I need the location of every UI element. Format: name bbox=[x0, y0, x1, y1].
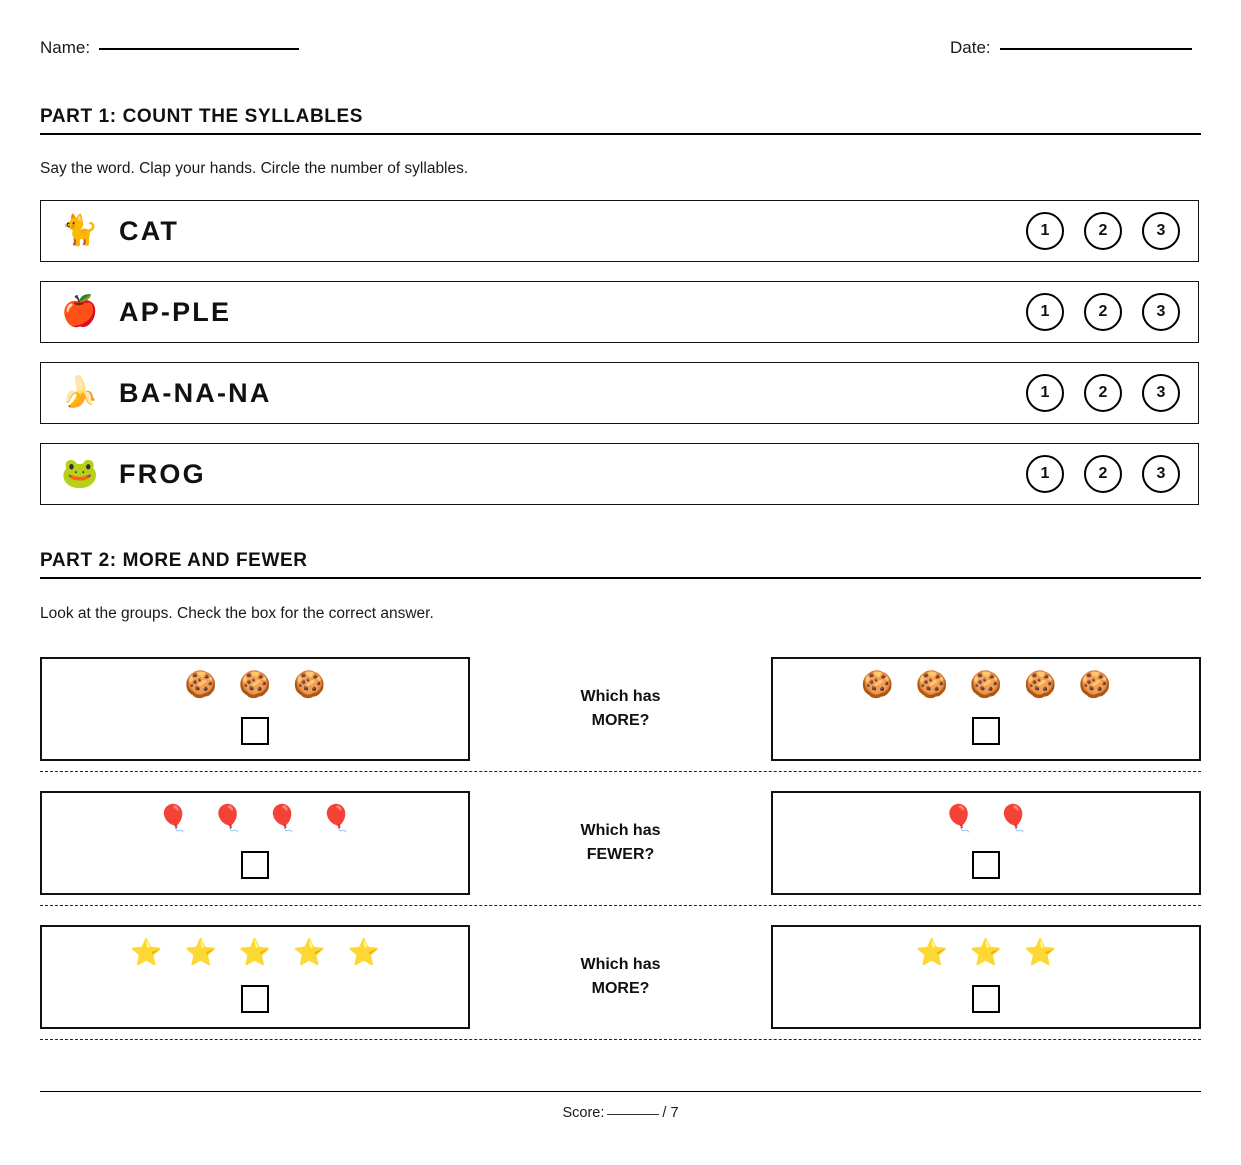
worksheet-page bbox=[40, 0, 1201, 1165]
syllable-row bbox=[40, 200, 1199, 262]
star-emoji: ⭐ bbox=[1024, 937, 1057, 967]
syllable-choice-1[interactable]: 1 bbox=[1026, 374, 1064, 412]
syllable-choice-group bbox=[1026, 374, 1198, 412]
name-label: Name: bbox=[40, 38, 91, 57]
row-separator bbox=[40, 771, 1201, 772]
name-field bbox=[40, 38, 299, 58]
star-emoji: ⭐ bbox=[969, 937, 1003, 967]
name-write-line[interactable] bbox=[99, 48, 299, 50]
syllable-word: AP-PLE bbox=[119, 296, 232, 327]
cookie-emoji: 🍪 bbox=[1024, 669, 1057, 699]
balloon-emoji: 🎈 bbox=[211, 803, 244, 833]
star-emoji: ⭐ bbox=[347, 937, 380, 967]
syllable-row bbox=[40, 362, 1199, 424]
date-label: Date: bbox=[950, 38, 991, 57]
part2-divider bbox=[40, 577, 1201, 579]
part2-heading bbox=[40, 550, 1201, 579]
apple-emoji: 🍎 bbox=[61, 295, 99, 328]
part1-heading bbox=[40, 106, 1201, 135]
cookie-emoji: 🍪 bbox=[293, 669, 326, 699]
balloon-emoji: 🎈 bbox=[320, 803, 353, 833]
score-blank[interactable] bbox=[607, 1114, 659, 1115]
comparison-row bbox=[40, 791, 1201, 895]
part1-divider bbox=[40, 133, 1201, 135]
question-line-1: Which has bbox=[580, 956, 661, 973]
student-info-line bbox=[40, 38, 1201, 68]
answer-checkbox-right[interactable] bbox=[972, 717, 1000, 745]
answer-checkbox-right[interactable] bbox=[972, 985, 1000, 1013]
star-emoji: ⭐ bbox=[130, 937, 163, 967]
syllable-choice-1[interactable]: 1 bbox=[1026, 293, 1064, 331]
part2-instruction: Look at the groups. Check the box for the correct answer. bbox=[40, 605, 434, 622]
item-group bbox=[773, 805, 1199, 831]
syllable-choice-group bbox=[1026, 293, 1198, 331]
question-line-2: MORE? bbox=[591, 712, 650, 729]
syllable-word: CAT bbox=[119, 215, 180, 246]
syllable-choice-3[interactable]: 3 bbox=[1142, 455, 1180, 493]
group-box-left bbox=[40, 925, 470, 1029]
part1-instruction: Say the word. Clap your hands. Circle the number of syllables. bbox=[40, 160, 469, 177]
answer-checkbox-left[interactable] bbox=[241, 717, 269, 745]
star-emoji: ⭐ bbox=[915, 937, 948, 967]
syllable-choice-2[interactable]: 2 bbox=[1084, 455, 1122, 493]
group-box-right bbox=[771, 791, 1201, 895]
item-group bbox=[42, 671, 468, 697]
item-group bbox=[42, 939, 468, 965]
syllable-choice-3[interactable]: 3 bbox=[1142, 293, 1180, 331]
score-line bbox=[40, 1105, 1201, 1121]
question-line-1: Which has bbox=[580, 822, 661, 839]
question-line-1: Which has bbox=[580, 688, 661, 705]
syllable-choice-group bbox=[1026, 212, 1198, 250]
balloon-emoji: 🎈 bbox=[157, 803, 190, 833]
comparison-row bbox=[40, 657, 1201, 761]
syllable-choice-2[interactable]: 2 bbox=[1084, 374, 1122, 412]
syllable-row bbox=[40, 443, 1199, 505]
balloon-emoji: 🎈 bbox=[997, 803, 1030, 833]
answer-checkbox-left[interactable] bbox=[241, 851, 269, 879]
balloon-emoji: 🎈 bbox=[266, 803, 299, 833]
group-box-left bbox=[40, 657, 470, 761]
cat-emoji: 🐈 bbox=[61, 214, 99, 247]
answer-checkbox-right[interactable] bbox=[972, 851, 1000, 879]
group-box-right bbox=[771, 657, 1201, 761]
frog-emoji: 🐸 bbox=[61, 457, 99, 490]
group-box-right bbox=[771, 925, 1201, 1029]
question-line-2: MORE? bbox=[591, 980, 650, 997]
cookie-emoji: 🍪 bbox=[915, 669, 948, 699]
syllable-choice-group bbox=[1026, 455, 1198, 493]
comparison-question bbox=[470, 685, 771, 733]
footer-divider bbox=[40, 1091, 1201, 1092]
date-write-line[interactable] bbox=[1000, 48, 1192, 50]
banana-emoji: 🍌 bbox=[61, 376, 99, 409]
cookie-emoji: 🍪 bbox=[1078, 669, 1111, 699]
cookie-emoji: 🍪 bbox=[238, 669, 272, 699]
part2-title: PART 2: MORE AND FEWER bbox=[40, 550, 308, 571]
group-box-left bbox=[40, 791, 470, 895]
answer-checkbox-left[interactable] bbox=[241, 985, 269, 1013]
question-line-2: FEWER? bbox=[586, 846, 655, 863]
row-separator bbox=[40, 905, 1201, 906]
cookie-emoji: 🍪 bbox=[969, 669, 1003, 699]
comparison-row bbox=[40, 925, 1201, 1029]
row-separator bbox=[40, 1039, 1201, 1040]
syllable-word: BA-NA-NA bbox=[119, 377, 272, 408]
part1-title: PART 1: COUNT THE SYLLABLES bbox=[40, 106, 364, 127]
comparison-question bbox=[470, 953, 771, 1001]
cookie-emoji: 🍪 bbox=[861, 669, 894, 699]
balloon-emoji: 🎈 bbox=[942, 803, 975, 833]
score-suffix: / 7 bbox=[662, 1105, 679, 1121]
syllable-word: FROG bbox=[119, 458, 206, 489]
item-group bbox=[42, 805, 468, 831]
syllable-row bbox=[40, 281, 1199, 343]
comparison-question bbox=[470, 819, 771, 867]
syllable-choice-2[interactable]: 2 bbox=[1084, 212, 1122, 250]
cookie-emoji: 🍪 bbox=[184, 669, 217, 699]
score-label: Score: bbox=[562, 1105, 605, 1121]
item-group bbox=[773, 671, 1199, 697]
star-emoji: ⭐ bbox=[293, 937, 326, 967]
item-group bbox=[773, 939, 1199, 965]
syllable-choice-1[interactable]: 1 bbox=[1026, 212, 1064, 250]
syllable-choice-3[interactable]: 3 bbox=[1142, 212, 1180, 250]
date-field bbox=[950, 38, 1192, 58]
syllable-choice-1[interactable]: 1 bbox=[1026, 455, 1064, 493]
star-emoji: ⭐ bbox=[238, 937, 272, 967]
syllable-choice-3[interactable]: 3 bbox=[1142, 374, 1180, 412]
star-emoji: ⭐ bbox=[184, 937, 217, 967]
syllable-choice-2[interactable]: 2 bbox=[1084, 293, 1122, 331]
